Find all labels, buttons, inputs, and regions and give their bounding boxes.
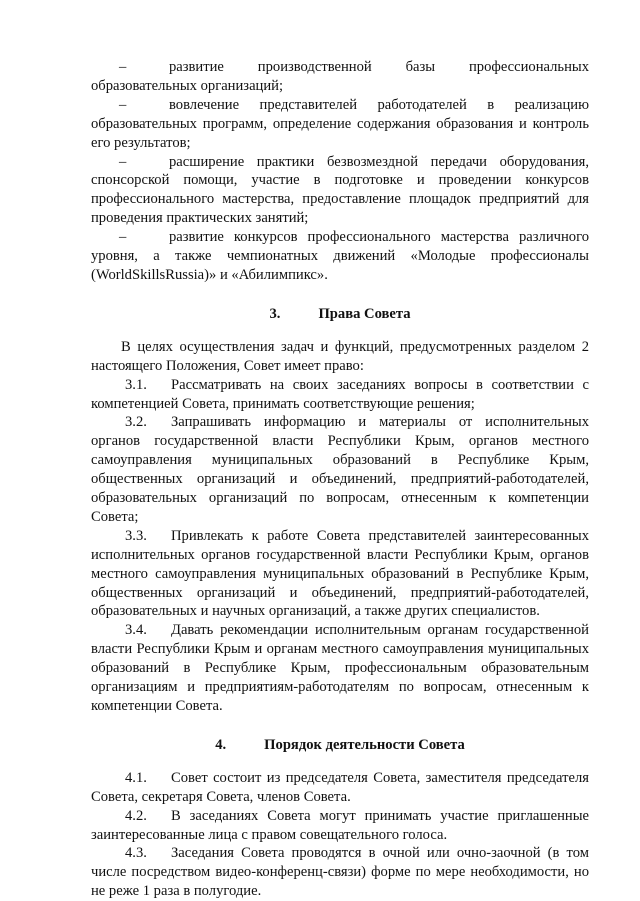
clause-3-2 [91,413,589,526]
clause-number: 3.3. [125,527,147,544]
clause-4-2 [91,807,589,845]
clause-3-4 [91,621,589,716]
clause-3-1 [91,376,589,414]
clause-text: Давать рекомендации исполнительным органам государственной власти Республики Крым и органам местного самоуправления муниципальных образований в Республике Крым, профессиональным образовательным организациям и предприятиям-работодателям по вопросам, отнесенным к компетенции Совета. [91,622,589,714]
document-body [91,58,589,901]
clause-number: 4.2. [125,807,147,824]
section-3-intro: В целях осуществления задач и функций, предусмотренных разделом 2 настоящего Положения, Совет имеет право: [91,338,589,374]
clause-number: 4.1. [125,769,147,786]
clause-number: 3.4. [125,622,147,639]
list-item-text: развитие конкурсов профессионального мастерства различного уровня, а также чемпионатных движений «Молодые профессионалы (WorldSkillsRussia)» и «Абилимпикс». [91,229,589,283]
list-item [91,96,589,153]
list-item-text: вовлечение представителей работодателей в реализацию образовательных программ, определение содержания образования и контроль его результатов; [91,96,589,151]
clause-text: В заседаниях Совета могут принимать участие приглашенные заинтересованные лица с правом совещательного голоса. [91,807,589,843]
section-title: Порядок деятельности Совета [264,736,465,753]
list-dash: – [119,153,127,170]
list-item-text: расширение практики безвозмездной передачи оборудования, спонсорской помощи, участие в подготовке и проведении конкурсов профессионального мастерства, предоставление площадок предприятий для проведения практических занятий; [91,153,589,227]
list-item-text: развитие производственной базы профессиональных образовательных организаций; [91,59,589,94]
clause-text: Привлекать к работе Совета представителей заинтересованных исполнительных органов государственной власти Республики Крым, органов местного самоуправления муниципальных образований в Республике Крым, общественных организаций и объединений, предприятий-работодателей, образовательных и научных организаций, а также других специалистов. [91,527,589,620]
clause-number: 3.2. [125,414,147,431]
clause-number: 4.3. [125,845,147,862]
list-dash: – [119,59,127,75]
clause-number: 3.1. [125,376,147,393]
list-item [91,228,589,285]
list-dash: – [119,96,127,113]
list-dash: – [119,229,127,246]
list-item [91,58,589,96]
clause-3-3 [91,527,589,622]
section-number: 4. [215,736,227,753]
clause-text: Совет состоит из председателя Совета, заместителя председателя Совета, секретаря Совета, членов Совета. [91,769,589,805]
list-item [91,153,589,229]
section-4-heading [91,736,589,755]
section-3-heading [91,305,589,324]
section-number: 3. [269,305,281,322]
section-title: Права Совета [318,305,411,322]
clause-4-1 [91,769,589,807]
clause-text: Рассматривать на своих заседаниях вопросы в соответствии с компетенцией Совета, принимать соответствующие решения; [91,376,589,412]
clause-text: Запрашивать информацию и материалы от исполнительных органов государственной власти Республики Крым, органов местного самоуправления муниципальных образований в Республике Крым, общественных организаций и объединений, предприятий-работодателей, образовательных организаций по вопросам, отнесенным к компетенции Совета; [91,414,589,525]
clause-text: Заседания Совета проводятся в очной или очно-заочной (в том числе посредством видео-конференц-связи) форме по мере необходимости, но не реже 1 раза в полугодие. [91,845,589,900]
